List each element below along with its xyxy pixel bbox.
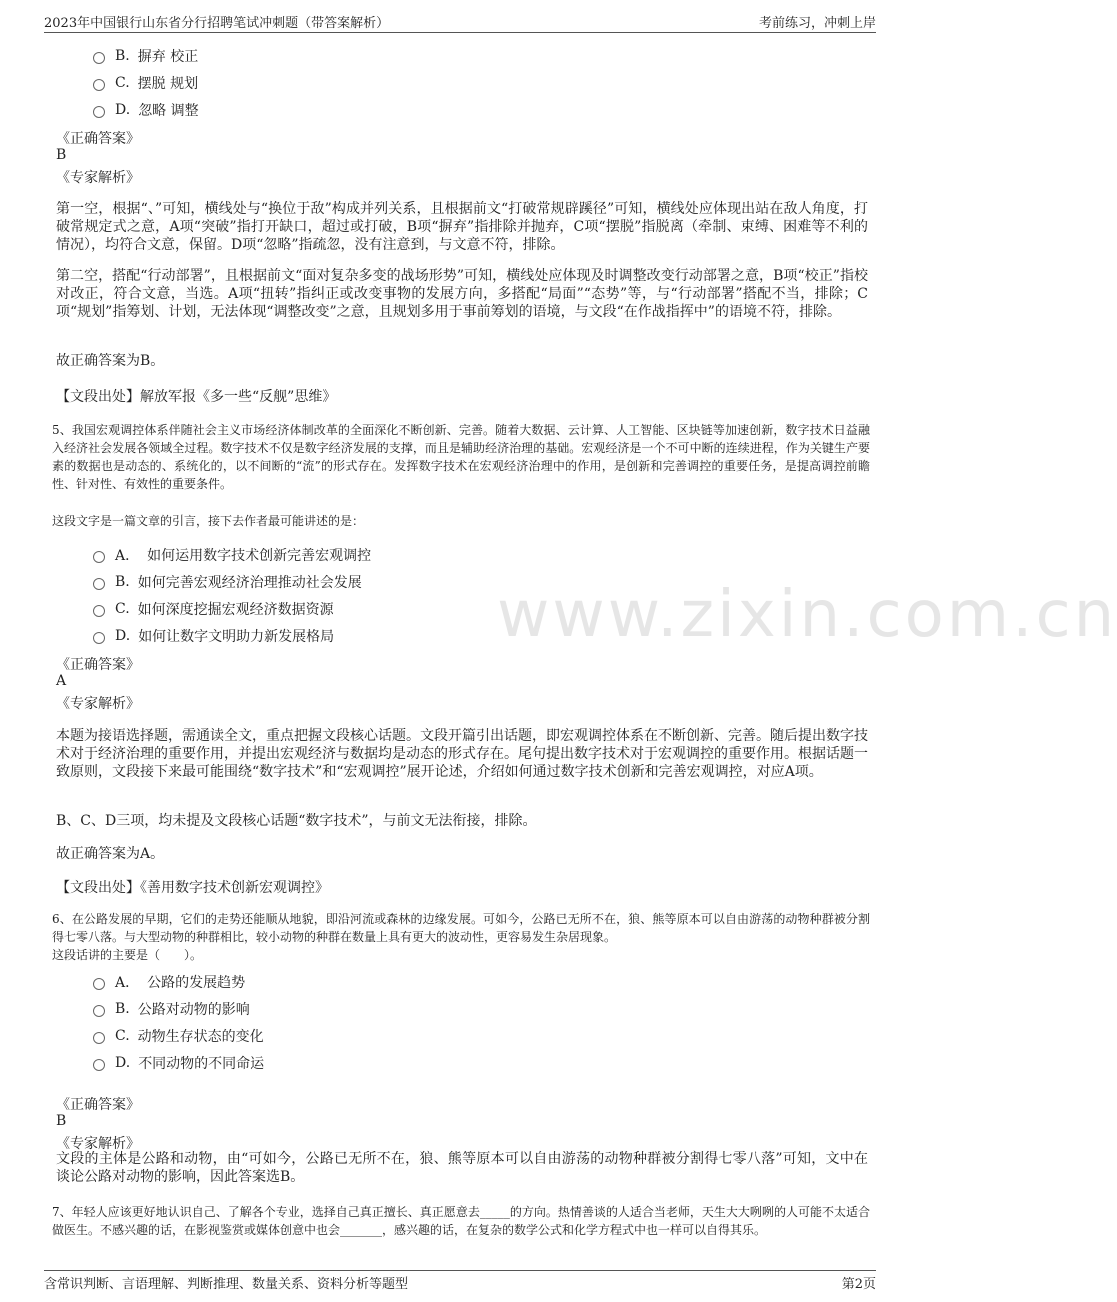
- source-line: 【文段出处】解放军报《多一些“反舰”思维》: [56, 389, 337, 405]
- option-item[interactable]: B. 如何完善宏观经济治理推动社会发展: [93, 572, 362, 592]
- question-prompt: 这段文字是一篇文章的引言，接下去作者最可能讲述的是：: [52, 514, 365, 528]
- analysis-paragraph: 故正确答案为B。: [56, 353, 165, 369]
- answer-value: A: [56, 673, 67, 689]
- option-item[interactable]: D. 忽略 调整: [93, 100, 199, 120]
- question-stem: 7、年轻人应该更好地认识自己、了解各个专业，选择自己真正擅长、真正愿意去_____的方向。热情善谈的人适合当老师，天生大大咧咧的人可能不太适合做医生。不感兴趣的话，在影视鉴赏或媒体创意中也会_______，感兴趣的话，在复杂的数学公式和化学方程式中也一样可以自得其乐。: [52, 1205, 870, 1237]
- header-slogan: 考前练习，冲刺上岸: [758, 16, 876, 31]
- answer-label: 《正确答案》: [56, 657, 140, 673]
- option-item[interactable]: A． 如何运用数字技术创新完善宏观调控: [93, 545, 371, 565]
- analysis-label: 《专家解析》: [56, 1136, 140, 1152]
- radio-icon[interactable]: [93, 1032, 105, 1044]
- radio-icon[interactable]: [93, 551, 105, 563]
- analysis-label: 《专家解析》: [56, 696, 140, 712]
- question-prompt: 这段话讲的主要是（ ）。: [52, 948, 203, 962]
- option-item[interactable]: C. 如何深度挖掘宏观经济数据资源: [93, 599, 334, 619]
- answer-label: 《正确答案》: [56, 1097, 140, 1113]
- analysis-paragraph: 故正确答案为A。: [56, 846, 165, 862]
- watermark: www.zixin.com.cn: [497, 578, 1117, 652]
- radio-icon[interactable]: [93, 578, 105, 590]
- header-title: 2023年中国银行山东省分行招聘笔试冲刺题（带答案解析）: [44, 16, 390, 31]
- answer-value: B: [56, 147, 67, 163]
- analysis-paragraph: 文段的主体是公路和动物，由“可如今，公路已无所不在，狼、熊等原本可以自由游荡的动物种群被分割得七零八落”可知，文中在谈论公路对动物的影响，因此答案选B。: [56, 1151, 868, 1185]
- radio-icon[interactable]: [93, 106, 105, 118]
- radio-icon[interactable]: [93, 632, 105, 644]
- radio-icon[interactable]: [93, 978, 105, 990]
- option-item[interactable]: B. 公路对动物的影响: [93, 999, 250, 1019]
- option-item[interactable]: C. 摆脱 规划: [93, 73, 198, 93]
- page-header: [44, 12, 876, 33]
- option-item[interactable]: D. 不同动物的不同命运: [93, 1053, 264, 1073]
- option-item[interactable]: D. 如何让数字文明助力新发展格局: [93, 626, 334, 646]
- analysis-paragraph: B、C、D三项，均未提及文段核心话题“数字技术”，与前文无法衔接，排除。: [56, 813, 537, 829]
- answer-label: 《正确答案》: [56, 131, 140, 147]
- question-stem: 6、在公路发展的早期，它们的走势还能顺从地貌，即沿河流或森林的边缘发展。可如今，公路已无所不在，狼、熊等原本可以自由游荡的动物种群被分割得七零八落。与大型动物的种群相比，较小动物的种群在数量上具有更大的波动性，更容易发生杂居现象。: [52, 912, 870, 944]
- analysis-paragraph: 第二空，搭配“行动部署”，且根据前文“面对复杂多变的战场形势”可知，横线处应体现及时调整改变行动部署之意，B项“校正”指校对改正，符合文意，当选。A项“扭转”指纠正或改变事物的发展方向，多搭配“局面”“态势”等，与“行动部署”搭配不当，排除；C项“规划”指筹划、计划，无法体现“调整改变”之意，且规划多用于事前筹划的语境，与文段“在作战指挥中”的语境不符，排除。: [56, 268, 868, 320]
- footer-note: 含常识判断、言语理解、判断推理、数量关系、资料分析等题型: [44, 1277, 409, 1292]
- analysis-paragraph: 本题为接语选择题，需通读全文，重点把握文段核心话题。文段开篇引出话题，即宏观调控体系在不断创新、完善。随后提出数字技术对于经济治理的重要作用，并提出宏观经济与数据均是动态的形式存在。尾句提出数字技术对于宏观调控的重要作用。根据话题一致原则，文段接下来最可能围绕“数字技术”和“宏观调控”展开论述，介绍如何通过数字技术创新和完善宏观调控，对应A项。: [56, 728, 868, 780]
- radio-icon[interactable]: [93, 605, 105, 617]
- analysis-paragraph: 第一空，根据“、”可知，横线处与“换位于敌”构成并列关系，且根据前文“打破常规辟蹊径”可知，横线处应体现出站在敌人角度，打破常规定式之意，A项“突破”指打开缺口，超过或打破，B项“摒弃”指排除并抛弃，C项“摆脱”指脱离（牵制、束缚、困难等不利的情况），均符合文意，保留。D项“忽略”指疏忽，没有注意到，与文意不符，排除。: [56, 201, 868, 253]
- page-footer: [44, 1270, 876, 1293]
- page-number: 第2页: [841, 1277, 876, 1292]
- option-item[interactable]: B. 摒弃 校正: [93, 46, 198, 66]
- question-stem: 5、我国宏观调控体系伴随社会主义市场经济体制改革的全面深化不断创新、完善。随着大数据、云计算、人工智能、区块链等加速创新，数字技术日益融入经济社会发展各领域全过程。数字技术不仅是数字经济发展的支撑，而且是辅助经济治理的基础。宏观经济是一个不可中断的连续进程，作为关键生产要素的数据也是动态的、系统化的，以不间断的“流”的形式存在。发挥数字技术在宏观经济治理中的作用，是创新和完善调控的重要任务，是提高调控前瞻性、针对性、有效性的重要条件。: [52, 423, 870, 491]
- source-line: 【文段出处】《善用数字技术创新宏观调控》: [56, 880, 329, 896]
- radio-icon[interactable]: [93, 1059, 105, 1071]
- answer-value: B: [56, 1113, 67, 1129]
- option-item[interactable]: A． 公路的发展趋势: [93, 972, 245, 992]
- analysis-label: 《专家解析》: [56, 170, 140, 186]
- radio-icon[interactable]: [93, 52, 105, 64]
- radio-icon[interactable]: [93, 1005, 105, 1017]
- option-item[interactable]: C. 动物生存状态的变化: [93, 1026, 264, 1046]
- radio-icon[interactable]: [93, 79, 105, 91]
